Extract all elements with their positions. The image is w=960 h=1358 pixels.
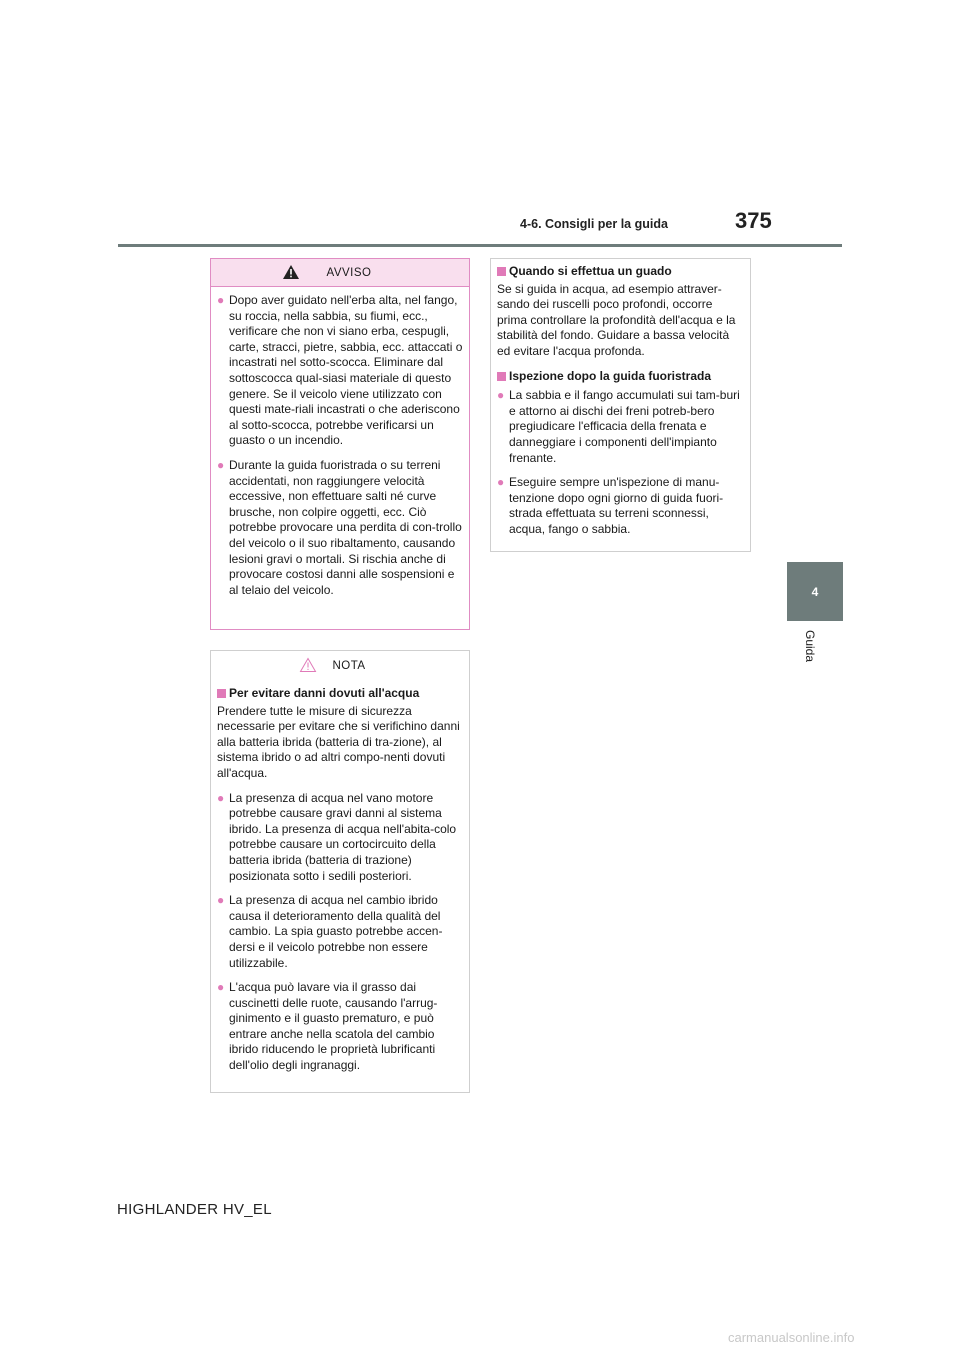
list-item xyxy=(217,458,463,598)
note-body xyxy=(211,680,469,1074)
tips-heading-row xyxy=(497,264,744,280)
warning-item-text: Dopo aver guidato nell'erba alta, nel fango, su roccia, nella sabbia, su fiumi, ecc., verificare che non vi siano erba, cespugli, carte, stracci, pietre, sabbia, ecc. attaccati o incastrati nel sotto-scocca. Eliminare dal sottoscocca qual-siasi materiale di questo genere. Se il veicolo viene utilizzato con questi mate-riali incastrati o che aderiscono al sotto-scocca, potrebbe verificarsi un guasto o un incendio. xyxy=(229,293,463,448)
bullet-icon: ● xyxy=(497,388,505,403)
note-heading-row xyxy=(217,686,463,702)
tips-box xyxy=(490,258,751,552)
header-rule xyxy=(118,244,842,247)
note-box xyxy=(210,650,470,1093)
watermark[interactable]: carmanualsonline.info xyxy=(728,1330,855,1345)
list-item xyxy=(217,293,463,449)
bullet-icon: ● xyxy=(217,293,225,307)
list-item xyxy=(497,475,744,537)
chapter-tab[interactable]: 4 xyxy=(787,562,843,621)
bullet-icon: ● xyxy=(217,893,225,908)
bullet-icon: ● xyxy=(217,790,225,805)
note-item-text: La presenza di acqua nel vano motore potrebbe causare gravi danni al sistema ibrido. La presenza di acqua nell'abita-colo potrebbe causare un cortocircuito della batteria ibrida (batteria di trazione) posizionata sotto i sedili posteriori. xyxy=(229,790,457,883)
list-item xyxy=(497,388,744,466)
note-title: NOTA xyxy=(332,659,366,672)
warning-item-text: Durante la guida fuoristrada o su terreni accidentati, non raggiungere velocità eccessive, non effettuare salti né curve brusche, non colpire oggetti, ecc. Ciò potrebbe provocare una perdita di con-trollo del veicolo o il suo ribaltamento, causando lesioni gravi o mortali. Si rischia anche di provocare costosi danni alle sospensioni e al telaio del veicolo. xyxy=(229,457,462,597)
bullet-icon: ● xyxy=(217,457,225,472)
warning-title: AVVISO xyxy=(326,266,372,279)
note-intro: Prendere tutte le misure di sicurezza necessarie per evitare che si verifichino danni alla batteria ibrida (batteria di tra-zione), al sistema ibrido o ad altri compo-nenti dovuti all'acqua. xyxy=(217,703,460,780)
warning-header xyxy=(211,259,469,287)
page-number: 375 xyxy=(735,208,772,233)
section-header: 4-6. Consigli per la guida xyxy=(520,217,668,231)
list-item xyxy=(217,980,463,1074)
note-item-text: La presenza di acqua nel cambio ibrido causa il deterioramento della qualità del cambio. La spia guasto potrebbe accen-dersi e il veicolo potrebbe non essere utilizzabile. xyxy=(229,893,443,970)
tips-heading-fording: Quando si effettua un guado xyxy=(509,264,672,278)
note-heading: Per evitare danni dovuti all'acqua xyxy=(229,686,420,700)
square-bullet-icon xyxy=(497,369,509,385)
note-header xyxy=(211,651,469,680)
list-item xyxy=(217,893,463,971)
caution-outline-triangle-icon xyxy=(299,657,317,673)
tips-item-text: Eseguire sempre un'ispezione di manu-tenzione dopo ogni giorno di guida fuori-strada effettuata su terreni sconnessi, acqua, fango o sabbia. xyxy=(509,475,724,536)
tips-heading-inspection: Ispezione dopo la guida fuoristrada xyxy=(509,368,712,383)
note-item-text: L'acqua può lavare via il grasso dai cuscinetti delle ruote, causando l'arrug-ginimento e il guasto prematuro, e può entrare anche nella scatola del cambio ibrido riducendo le proprietà lubrificanti dell'olio degli ingranaggi. xyxy=(229,980,438,1073)
warning-box xyxy=(210,258,470,630)
bullet-icon: ● xyxy=(497,475,505,490)
tips-heading-row xyxy=(497,369,744,385)
square-bullet-icon xyxy=(217,686,229,702)
square-bullet-icon xyxy=(497,264,509,280)
list-item xyxy=(217,791,463,885)
bullet-icon: ● xyxy=(217,980,225,995)
tips-fording-text: Se si guida in acqua, ad esempio attraver-sando dei ruscelli poco profondi, occorre prima controllare la profondità dell'acqua e la stabilità del fondo. Guidare a bassa velocità ed evitare l'acqua profonda. xyxy=(497,281,736,358)
warning-body xyxy=(211,287,469,598)
chapter-label: Guida xyxy=(803,630,817,663)
tips-item-text: La sabbia e il fango accumulati sui tam-buri e attorno ai dischi dei freni potreb-bero pregiudicare l'efficacia della frenata e danneggiare i componenti dell'impianto frenante. xyxy=(509,388,740,465)
footer-model: HIGHLANDER HV_EL xyxy=(117,1201,272,1218)
tips-body xyxy=(491,259,750,538)
warning-triangle-icon xyxy=(282,264,300,280)
